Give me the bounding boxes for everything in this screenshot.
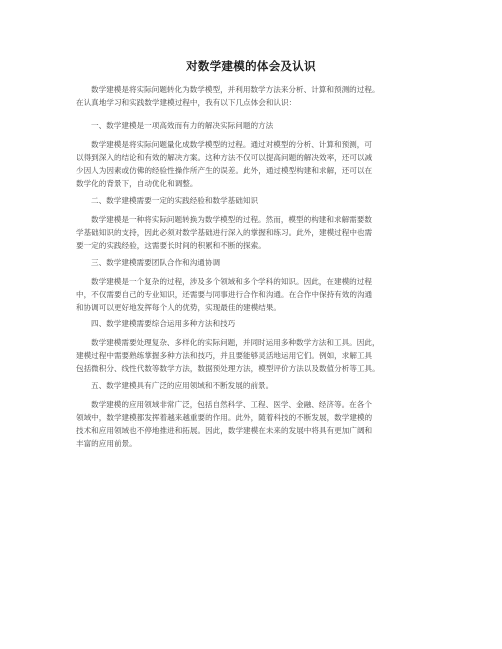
section-5-body	[76, 398, 436, 450]
section-heading: 三、数学建模需要团队合作和沟通协调	[91, 258, 221, 267]
body-line: 中，不仅需要自己的专业知识，还需要与同事进行合作和沟通。在合作中保持有效的沟通	[76, 290, 373, 299]
body-line: 以得到深入的结论和有效的解决方案。这种方法不仅可以提高问题的解决效率，还可以减	[76, 153, 373, 162]
body-line: 技术和应用领域也不停地推进和拓展。因此，数学建模在未来的发展中将具有更加广阔和	[76, 426, 373, 435]
body-line: 丰富的应用前景。	[76, 439, 137, 448]
section-3-body	[76, 275, 436, 314]
body-line: 数学建模的应用领域非常广泛，包括自然科学、工程、医学、金融、经济等。在各个	[91, 400, 372, 409]
body-line: 包括微积分、线性代数等数学方法，数据预处理方法，模型评价方法以及数值分析等工具。	[76, 364, 380, 373]
body-line: 和协调可以更好地发挥每个人的优势，实现最佳的建模结果。	[76, 303, 282, 312]
section-heading: 二、数学建模需要一定的实践经验和数学基础知识	[91, 196, 259, 205]
section-heading: 五、数学建模具有广泛的应用领域和不断发展的前景。	[91, 381, 274, 390]
section-4	[76, 317, 436, 330]
body-line: 领域中，数学建模都发挥着越来越重要的作用。此外，随着科技的不断发展，数学建模的	[76, 413, 373, 422]
intro-paragraph	[76, 83, 436, 109]
body-line: 数学化的背景下，自动优化和调整。	[76, 179, 198, 188]
section-1-body	[76, 138, 436, 190]
document-title: 对数学建模的体会及认识	[186, 59, 316, 73]
body-line: 建模过程中需要熟练掌握多种方法和技巧，并且要能够灵活地运用它们。例如，求解工具	[76, 351, 373, 360]
body-line: 学基础知识的支持，因此必须对数学基础进行深入的掌握和练习。此外，建模过程中也需	[76, 228, 373, 237]
section-heading: 一、数学建模是一项高效而有力的解决实际问题的方法	[91, 121, 274, 130]
intro-line: 数学建模是将实际问题转化为数学模型，并利用数学方法来分析、计算和预测的过程。	[91, 85, 380, 94]
section-2	[76, 194, 436, 207]
section-4-body	[76, 336, 436, 375]
body-line: 数学建模是将实际问题量化成数学模型的过程。通过对模型的分析、计算和预测，可	[91, 140, 372, 149]
intro-line: 在认真地学习和实践数学建模过程中，我有以下几点体会和认识：	[76, 98, 297, 107]
body-line: 数学建模是一种将实际问题转换为数学模型的过程。然而，模型的构建和求解需要数	[91, 215, 372, 224]
section-5	[76, 379, 436, 392]
section-1	[76, 119, 436, 132]
body-line: 要一定的实践经验，这需要长时间的积累和不断的探索。	[76, 241, 266, 250]
section-3	[76, 256, 436, 269]
body-line: 数学建模需要处理复杂、多样化的实际问题，并同时运用多种数学方法和工具。因此，	[91, 338, 380, 347]
body-line: 数学建模是一个复杂的过程，涉及多个领域和多个学科的知识。因此，在建模的过程	[91, 277, 372, 286]
body-line: 少因人为因素或仿佛的经验性操作所产生的误差。此外，通过模型构建和求解，还可以在	[76, 166, 373, 175]
section-heading: 四、数学建模需要综合运用多种方法和技巧	[91, 319, 236, 328]
section-2-body	[76, 213, 436, 252]
